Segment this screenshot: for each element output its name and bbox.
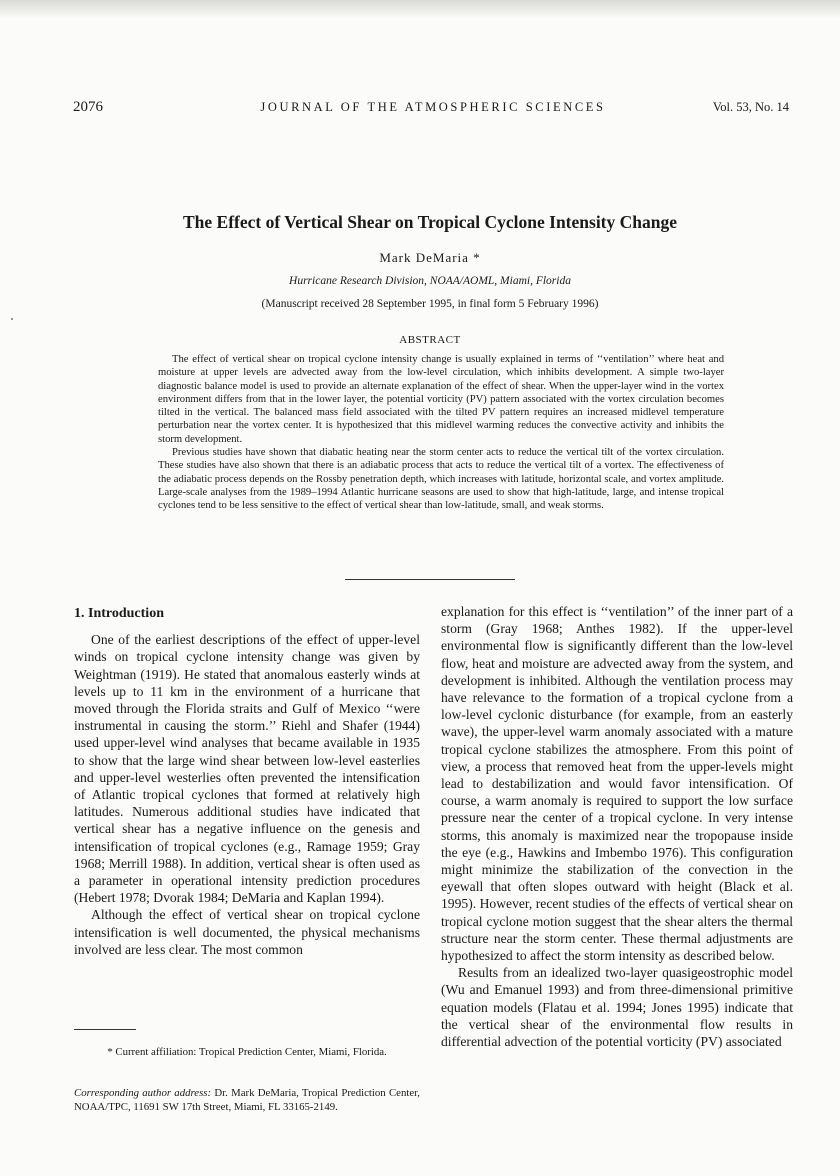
abstract-body [158,353,724,513]
abstract-paragraph: The effect of vertical shear on tropical cyclone intensity change is usually explained in terms of ‘‘ventilation’’ where heat and moisture at upper levels are advected away from the low-level circulation, which inhibits development. A simple two-layer diagnostic balance model is used to provide an alternate explanation of the effect of shear. When the upper-layer wind in the vortex environment differs from that in the lower layer, the potential vorticity (PV) pattern associated with the vortex circulation becomes tilted in the vertical. The balanced mass field associated with the tilted PV pattern requires an increased midlevel temperature perturbation near the vortex center. It is hypothesized that this midlevel warming reduces the convective activity and inhibits the storm development. [158,354,724,445]
body-paragraph: One of the earliest descriptions of the effect of upper-level winds on tropical cyclone intensity change was given by Weightman (1919). He stated that anomalous easterly winds at levels up to 11 km in the environment of a hurricane that moved through the Florida straits and Gulf of Mexico ‘‘were instrumental in causing the storm.’’ Riehl and Shafer (1944) used upper-level wind analyses that became available in 1935 to show that the large wind shear between low-level easterlies and upper-level westerlies often prevented the intensification of Atlantic tropical cyclones that formed at relatively high latitudes. Numerous additional studies have indicated that vertical shear has a negative influence on the genesis and intensification of tropical cyclones (e.g., Ramage 1959; Gray 1968; Merrill 1988). In addition, vertical shear is often used as a parameter in operational intensity prediction procedures (Hebert 1978; Dvorak 1984; DeMaria and Kaplan 1994). [74,632,420,906]
section-divider [345,579,515,580]
correspondence-address: Dr. Mark DeMaria, Tropical Prediction Center, NOAA/TPC, 11691 SW 17th Street, Miami, FL 33165-2149. [74,1087,421,1113]
author-affiliation: Hurricane Research Division, NOAA/AOML, Miami, Florida [289,275,571,287]
body-paragraph: Results from an idealized two-layer quasigeostrophic model (Wu and Emanuel 1993) and from three-dimensional primitive equation models (Flatau et al. 1994; Jones 1995) indicate that the vertical shear of the environmental flow results in differential advection of the potential vorticity (PV) associated [441,965,793,1050]
abstract-paragraph: Previous studies have shown that diabatic heating near the storm center acts to reduce the vertical tilt of the vortex circulation. These studies have also shown that there is an adiabatic process that acts to reduce the vertical tilt of a vortex. The effectiveness of the adiabatic process depends on the Rossby penetration depth, which increases with latitude, horizontal scale, and vortex amplitude. Large-scale analyses from the 1989–1994 Atlantic hurricane seasons are used to show that high-latitude, large, and intense tropical cyclones tend to be less sensitive to the effect of vertical shear than low-latitude, small, and weak storms. [158,447,724,512]
correspondence-note [74,1087,420,1114]
article-title: The Effect of Vertical Shear on Tropical Cyclone Intensity Change [182,212,678,232]
manuscript-dates: (Manuscript received 28 September 1995, in final form 5 February 1996) [261,298,599,310]
scan-speck [11,318,13,320]
section-heading: 1. Introduction [74,606,164,621]
running-header [73,99,793,119]
body-paragraph: explanation for this effect is ‘‘ventilation’’ of the inner part of a storm (Gray 1968; Anthes 1982). If the upper-level environmental flow is significantly different than the low-level flow, heat and moisture are advected away from the system, and development is inhibited. Although the ventilation process may have relevance to the formation of a tropical cyclone from a low-level cyclonic disturbance (for example, from an easterly wave), the upper-level warm anomaly associated with a mature tropical cyclone stabilizes the atmosphere. From this point of view, a process that removed heat from the upper-levels might lead to destabilization and would favor intensification. Of course, a warm anomaly is required to support the low surface pressure near the center of a tropical cyclone. In very intense storms, this anomaly is maximized near the tropopause inside the eye (e.g., Hawkins and Imbembo 1976). This configuration might minimize the stabilization of the convection in the eyewall that often slopes outward with height (Black et al. 1995). However, recent studies of the effects of vertical shear on tropical cyclone motion suggest that the shear alters the thermal structure near the storm center. These thermal adjustments are hypothesized to affect the storm intensity as described below. [441,604,793,964]
scan-edge-shadow [0,0,840,18]
correspondence-label: Corresponding author address: [74,1087,212,1099]
footnote: * Current affiliation: Tropical Prediction Center, Miami, Florida. [107,1046,387,1058]
author-name: Mark DeMaria * [379,250,481,265]
volume-issue: Vol. 53, No. 14 [712,100,789,114]
left-column [74,603,420,958]
body-paragraph: Although the effect of vertical shear on tropical cyclone intensification is well documented, the physical mechanisms involved are less clear. The most common [74,907,420,957]
abstract-heading: ABSTRACT [399,334,461,346]
right-column [441,603,793,1050]
footnote-rule [74,1029,136,1030]
journal-name: JOURNAL OF THE ATMOSPHERIC SCIENCES [260,100,606,114]
page-number: 2076 [73,99,103,115]
